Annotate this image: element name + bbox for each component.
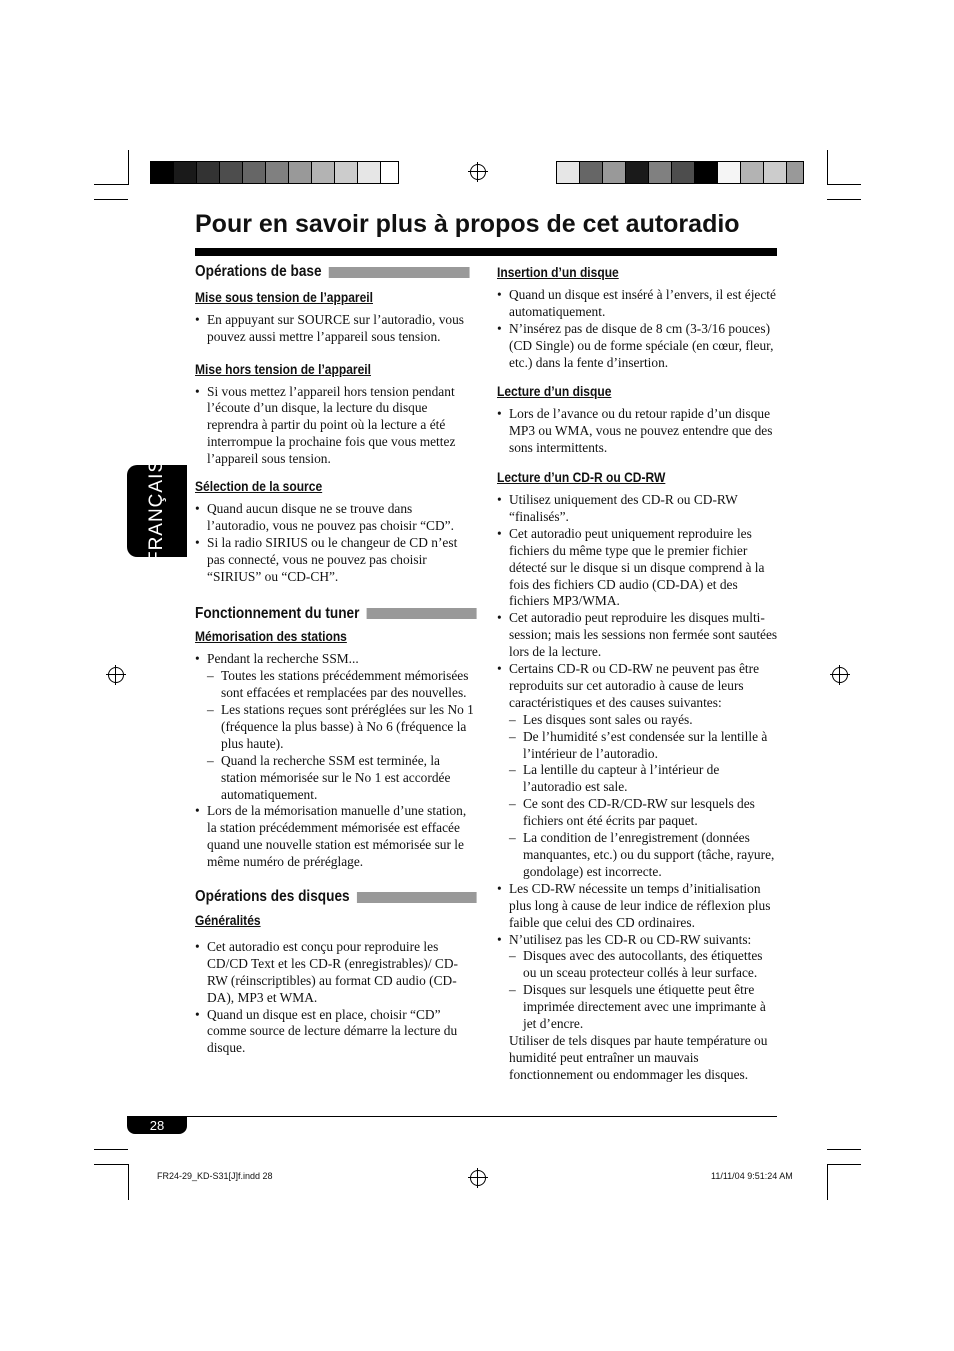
crop-mark [128,150,129,185]
registration-mark-icon [470,164,486,180]
subheading: Insertion d’un disque [497,264,619,280]
section-heading: Opérations des disques [195,889,477,906]
list-item: • En appuyant sur SOURCE sur l’autoradio, vous pouvez aussi mettre l’appareil sous tension. [195,312,477,346]
subheading: Mémorisation des stations [195,628,347,645]
list-item: • Cet autoradio peut reproduire les disques multi-session; mais les sessions non fermée sont sautées lors de la lecture. [497,610,779,661]
list-item: • Si la radio SIRIUS ou le changeur de CD n’est pas connecté, vous ne pouvez pas choisir “SIRIUS” ou “CD-CH”. [195,535,477,586]
registration-mark-icon [108,667,124,683]
section-heading: Fonctionnement du tuner [195,606,477,623]
list-item: – Disques sur lesquels une étiquette peut être imprimée directement avec une imprimante à jet d’encre. [497,982,779,1033]
list-item: – De l’humidité s’est condensée sur la lentille à l’intérieur de l’autoradio. [497,729,779,763]
list-item: – Ce sont des CD-R/CD-RW sur lesquels des fichiers ont été écrits par paquet. [497,796,779,830]
bullet-list [497,287,779,372]
subheading: Mise sous tension de l’appareil [195,288,373,305]
right-column [497,262,779,1084]
registration-mark-icon [832,667,848,683]
list-item: – La condition de l’enregistrement (données manquantes, etc.) ou du support (tâche, rayure, gondolage) est incorrecte. [497,830,779,881]
list-item: – Toutes les stations précédemment mémorisées sont effacées et remplacées par des nouvelles. [195,668,477,702]
crop-mark [827,184,861,185]
bullet-list [497,492,779,1084]
list-item: • Les CD-RW nécessite un temps d’initialisation plus long à cause de leur indice de réflexion plus faible que celui des CD ordinaires. [497,881,779,932]
crop-mark [128,1164,129,1200]
footer-file-name: FR24-29_KD-S31[J]f.indd 28 [157,1171,273,1181]
list-item: • Utilisez uniquement des CD-R ou CD-RW “finalisés”. [497,492,779,526]
list-item: – Les stations reçues sont préréglées sur les No 1 (fréquence la plus basse) à No 6 (fréquence la plus haute). [195,702,477,753]
crop-mark [827,1164,861,1165]
list-item: • Lors de la mémorisation manuelle d’une station, la station précédemment mémorisée est effacée quand une nouvelle station est mémorisée sur le même numéro de préréglage. [195,803,477,871]
subheading: Lecture d’un disque [497,383,612,400]
subheading: Mise hors tension de l’appareil [195,360,371,377]
list-item: • N’utilisez pas les CD-R ou CD-RW suivants: [497,932,779,949]
left-column [195,264,477,1057]
list-item: • Certains CD-R ou CD-RW ne peuvent pas être reproduits sur cet autoradio à cause de leurs caractéristiques et des causes suivantes: [497,661,779,712]
heading-bar [366,608,476,619]
list-note: Utiliser de tels disques par haute température ou humidité peut entraîner un mauvais fonctionnement ou endommager les disques. [509,1032,768,1082]
list-item: – Les disques sont sales ou rayés. [497,712,779,729]
crop-mark [94,184,128,185]
list-item: – Quand la recherche SSM est terminée, la station mémorisée sur le No 1 est accordée automatiquement. [195,753,477,804]
bullet-list [195,501,477,586]
list-item: – La lentille du capteur à l’intérieur de l’autoradio est sale. [497,762,779,796]
title-rule [195,248,777,256]
heading-bar [357,892,477,903]
heading-bar [329,267,470,278]
registration-mark-icon [470,1170,486,1186]
bullet-list [195,651,477,871]
list-item: • Si vous mettez l’appareil hors tension pendant l’écoute d’un disque, la lecture du disque reprendra à partir du point où la lecture a été interrompue la prochaine fois que vous mettez l’appareil sous tension. [195,384,477,469]
page-number: 28 [127,1117,187,1134]
bullet-list [195,384,477,469]
language-tab [127,458,187,564]
bullet-list [195,939,477,1057]
subheading: Sélection de la source [195,478,323,495]
crop-mark [827,199,861,200]
list-item: • Quand un disque est en place, choisir “CD” comme source de lecture démarre la lecture du disque. [195,1007,477,1058]
crop-mark [827,1149,861,1150]
list-item: • Quand aucun disque ne se trouve dans l’autoradio, vous ne pouvez pas choisir “CD”. [195,501,477,535]
crop-mark [94,1149,128,1150]
footer-rule [127,1116,777,1117]
section-heading: Opérations de base [195,264,477,281]
list-item: • Cet autoradio peut uniquement reproduire les fichiers du même type que le premier fichier détecté sur le disque si un disque comprend à la fois des fichiers CD audio (CD-DA) et des fichiers MP3/WMA. [497,526,779,611]
footer-timestamp: 11/11/04 9:51:24 AM [711,1171,793,1181]
list-item: • Quand un disque est inséré à l’envers, il est éjecté automatiquement. [497,287,779,321]
crop-mark [94,1164,128,1165]
language-tab-label: FRANÇAIS [146,458,167,564]
crop-mark [827,150,828,185]
subheading: Lecture d’un CD-R ou CD-RW [497,469,666,486]
list-item: • Pendant la recherche SSM... [195,651,477,668]
subheading: Généralités [195,912,261,928]
list-item: – Disques avec des autocollants, des étiquettes ou un sceau protecteur collés à leur surface. [497,948,779,982]
list-item: • Lors de l’avance ou du retour rapide d’un disque MP3 ou WMA, vous ne pouvez entendre que des sons intermittents. [497,406,779,457]
list-item: • N’insérez pas de disque de 8 cm (3-3/16 pouces) (CD Single) ou de forme spéciale (en cœur, fleur, etc.) dans la fente d’insertion. [497,321,779,372]
bullet-list [195,312,477,346]
bullet-list [497,406,779,457]
crop-mark [94,199,128,200]
page-title: Pour en savoir plus à propos de cet autoradio [195,210,740,238]
list-item: • Cet autoradio est conçu pour reproduire les CD/CD Text et les CD-R (enregistrables)/ CD-RW (réinscriptibles) au format CD audio (CD-DA), MP3 et WMA. [195,939,477,1007]
crop-mark [827,1164,828,1200]
